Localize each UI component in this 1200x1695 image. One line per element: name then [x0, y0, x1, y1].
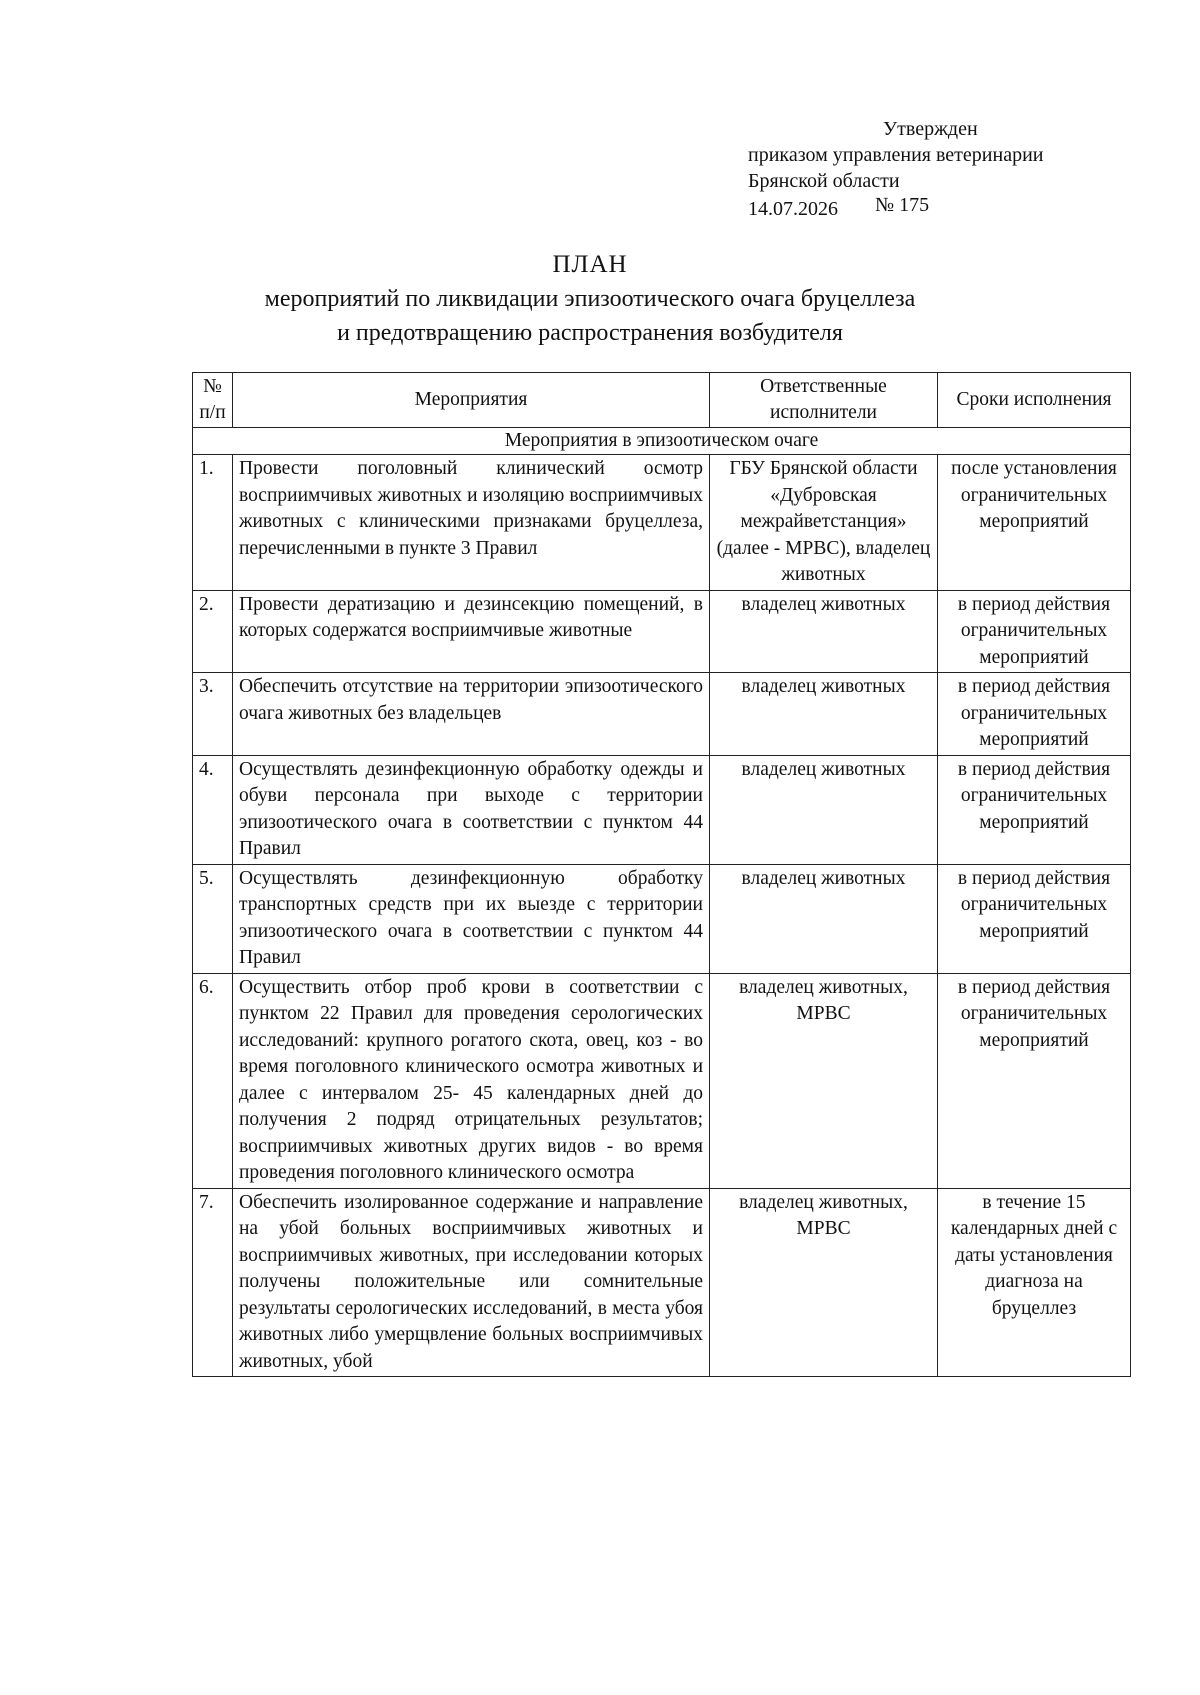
row-term: в период действия ограничительных мероприятий: [938, 673, 1131, 756]
approval-date: 14.07.2026: [748, 198, 838, 220]
row-action: Провести поголовный клинический осмотр восприимчивых животных и изоляцию восприимчивых животных с клиническими признаками бруцеллеза, перечисленными в пункте 3 Правил: [233, 455, 710, 591]
row-num: 7.: [193, 1188, 233, 1377]
approval-region-line: Брянской области: [748, 170, 900, 192]
row-term: в течение 15 календарных дней с даты установления диагноза на бруцеллез: [938, 1188, 1131, 1377]
approval-number: № 175: [875, 194, 930, 216]
row-num: 1.: [193, 455, 233, 591]
section-title: Мероприятия в эпизоотическом очаге: [193, 428, 1131, 455]
row-action: Осуществить отбор проб крови в соответствии с пунктом 22 Правил для проведения серологических исследований: крупного рогатого скота, овец, коз - во время поголовного клинического осмотра животных и далее с интервалом 25- 45 календарных дней до получения 2 подряд отрицательных результатов; восприимчивых животных других видов - во время проведения поголовного клинического осмотра: [233, 973, 710, 1188]
approval-order-line: приказом управления ветеринарии: [748, 144, 1044, 166]
header-num: № п/п: [193, 373, 233, 428]
row-term: в период действия ограничительных мероприятий: [938, 973, 1131, 1188]
row-action: Провести дератизацию и дезинсекцию помещений, в которых содержатся восприимчивые животные: [233, 590, 710, 673]
table-row: [193, 755, 1131, 864]
table-row: [193, 1188, 1131, 1377]
row-responsible: владелец животных: [710, 864, 938, 973]
document-title: [170, 248, 1010, 350]
header-responsible: Ответственные исполнители: [710, 373, 938, 428]
approval-stamp: [748, 116, 1168, 222]
row-responsible: владелец животных: [710, 673, 938, 756]
title-line-1: мероприятий по ликвидации эпизоотического очага бруцеллеза: [264, 286, 916, 312]
header-action: Мероприятия: [233, 373, 710, 428]
table-row: [193, 455, 1131, 591]
row-responsible: владелец животных: [710, 590, 938, 673]
row-responsible: ГБУ Брянской области «Дубровская межрайветстанция» (далее - МРВС), владелец животных: [710, 455, 938, 591]
row-num: 2.: [193, 590, 233, 673]
row-action: Осуществлять дезинфекционную обработку транспортных средств при их выезде с территории эпизоотического очага в соответствии с пунктом 44 Правил: [233, 864, 710, 973]
table-row: [193, 864, 1131, 973]
row-num: 5.: [193, 864, 233, 973]
title-line-2: и предотвращению распространения возбудителя: [337, 320, 843, 346]
row-term: в период действия ограничительных мероприятий: [938, 864, 1131, 973]
row-action: Осуществлять дезинфекционную обработку одежды и обуви персонала при выходе с территории эпизоотического очага в соответствии с пунктом 44 Правил: [233, 755, 710, 864]
row-action: Обеспечить изолированное содержание и направление на убой больных восприимчивых животных и восприимчивых животных, при исследовании которых получены положительные или сомнительные результаты серологических исследований, в места убоя животных либо умерщвление больных восприимчивых животных, убой: [233, 1188, 710, 1377]
row-term: после установления ограничительных мероприятий: [938, 455, 1131, 591]
row-action: Обеспечить отсутствие на территории эпизоотического очага животных без владельцев: [233, 673, 710, 756]
row-responsible: владелец животных, МРВС: [710, 973, 938, 1188]
table-row: [193, 590, 1131, 673]
table-row: [193, 673, 1131, 756]
plan-table: [192, 372, 1131, 1377]
row-term: в период действия ограничительных мероприятий: [938, 755, 1131, 864]
header-term: Сроки исполнения: [938, 373, 1131, 428]
row-num: 6.: [193, 973, 233, 1188]
approval-heading: Утвержден: [883, 118, 978, 140]
approval-date-row: [748, 196, 1168, 222]
row-num: 4.: [193, 755, 233, 864]
row-term: в период действия ограничительных мероприятий: [938, 590, 1131, 673]
title-main: ПЛАН: [552, 251, 628, 278]
table-header-row: [193, 373, 1131, 428]
row-responsible: владелец животных, МРВС: [710, 1188, 938, 1377]
row-num: 3.: [193, 673, 233, 756]
row-responsible: владелец животных: [710, 755, 938, 864]
table-row: [193, 973, 1131, 1188]
section-row: [193, 428, 1131, 455]
